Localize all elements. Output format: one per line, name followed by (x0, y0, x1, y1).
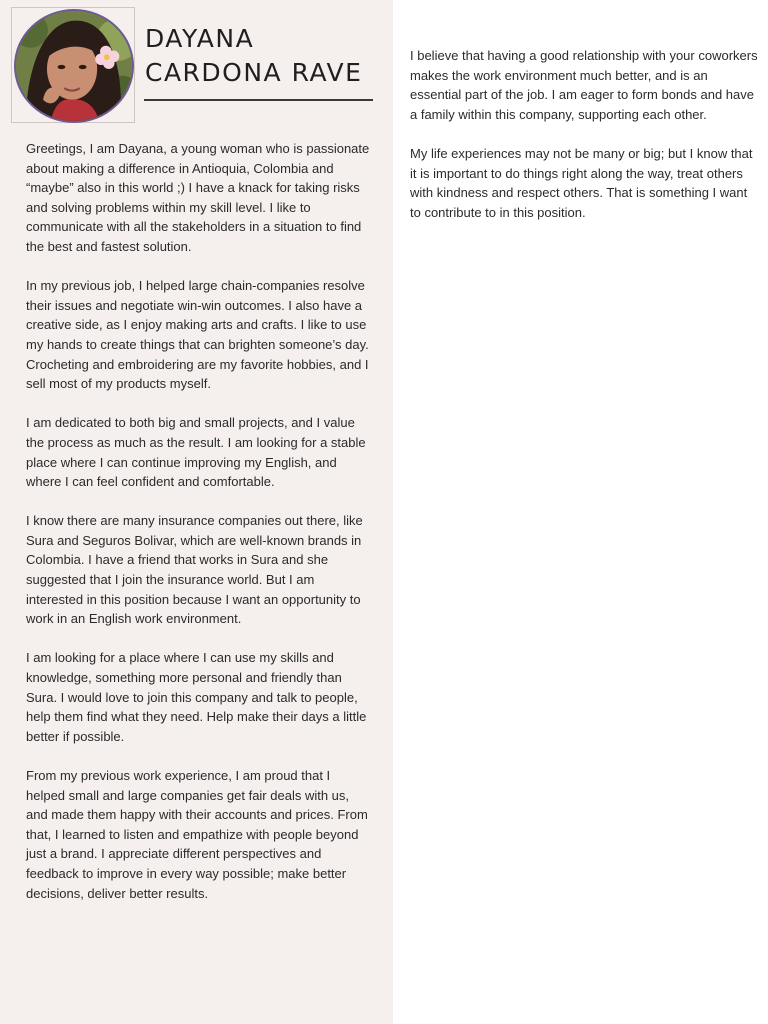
paragraph: I am dedicated to both big and small projects, and I value the process as much as the result. I am looking for a stable place where I can continue improving my English, and where I can feel confident and comfortable. (26, 415, 366, 490)
profile-photo (14, 9, 134, 123)
name-underline (144, 99, 373, 101)
paragraph: My life experiences may not be many or big; but I know that it is important to do things right along the way, treat others with kindness and respect others. That is something I want to contribute to in this position. (410, 145, 753, 220)
portrait-image (16, 11, 132, 121)
paragraph: In my previous job, I helped large chain-companies resolve their issues and negotiate win-win outcomes. I also have a creative side, as I enjoy making arts and crafts. I like to use my hands to create things that can brighten someone’s day. Crocheting and embroidering are my favorite hobbies, and I sell most of my products myself. (26, 278, 369, 392)
paragraph: I am looking for a place where I can use my skills and knowledge, something more personal and friendly than Sura. I would love to join this company and talk to people, help them find what they need. Help make their days a little better if possible. (26, 650, 367, 744)
left-body-text (26, 139, 371, 923)
name-first: DAYANA (145, 24, 255, 53)
name-last: CARDONA RAVE (145, 58, 363, 87)
paragraph: Greetings, I am Dayana, a young woman who is passionate about making a difference in Antioquia, Colombia and “maybe” also in this world ;) I have a knack for taking risks and solving problems within my skill level. I like to communicate with all the stakeholders in a situation to find the best and fastest solution. (26, 141, 370, 254)
paragraph: I know there are many insurance companies out there, like Sura and Seguros Bolivar, which are well-known brands in Colombia. I have a friend that works in Sura and she suggested that I join the insurance world. But I am interested in this position because I want an opportunity to work in an English work environment. (26, 513, 363, 627)
profile-photo-frame (11, 7, 135, 123)
paragraph: From my previous work experience, I am proud that I helped small and large companies get fair deals with us, and made them happy with their accounts and prices. From that, I learned to listen and empathize with people beyond just a brand. I appreciate different perspectives and feedback to improve in every way possible; make better decisions, deliver better results. (26, 768, 368, 901)
paragraph: I believe that having a good relationship with your coworkers makes the work environment much better, and is an essential part of the job. I am eager to form bonds and have a family within this company, supporting each other. (410, 48, 758, 122)
applicant-name (145, 22, 380, 90)
right-body-text (410, 46, 758, 242)
